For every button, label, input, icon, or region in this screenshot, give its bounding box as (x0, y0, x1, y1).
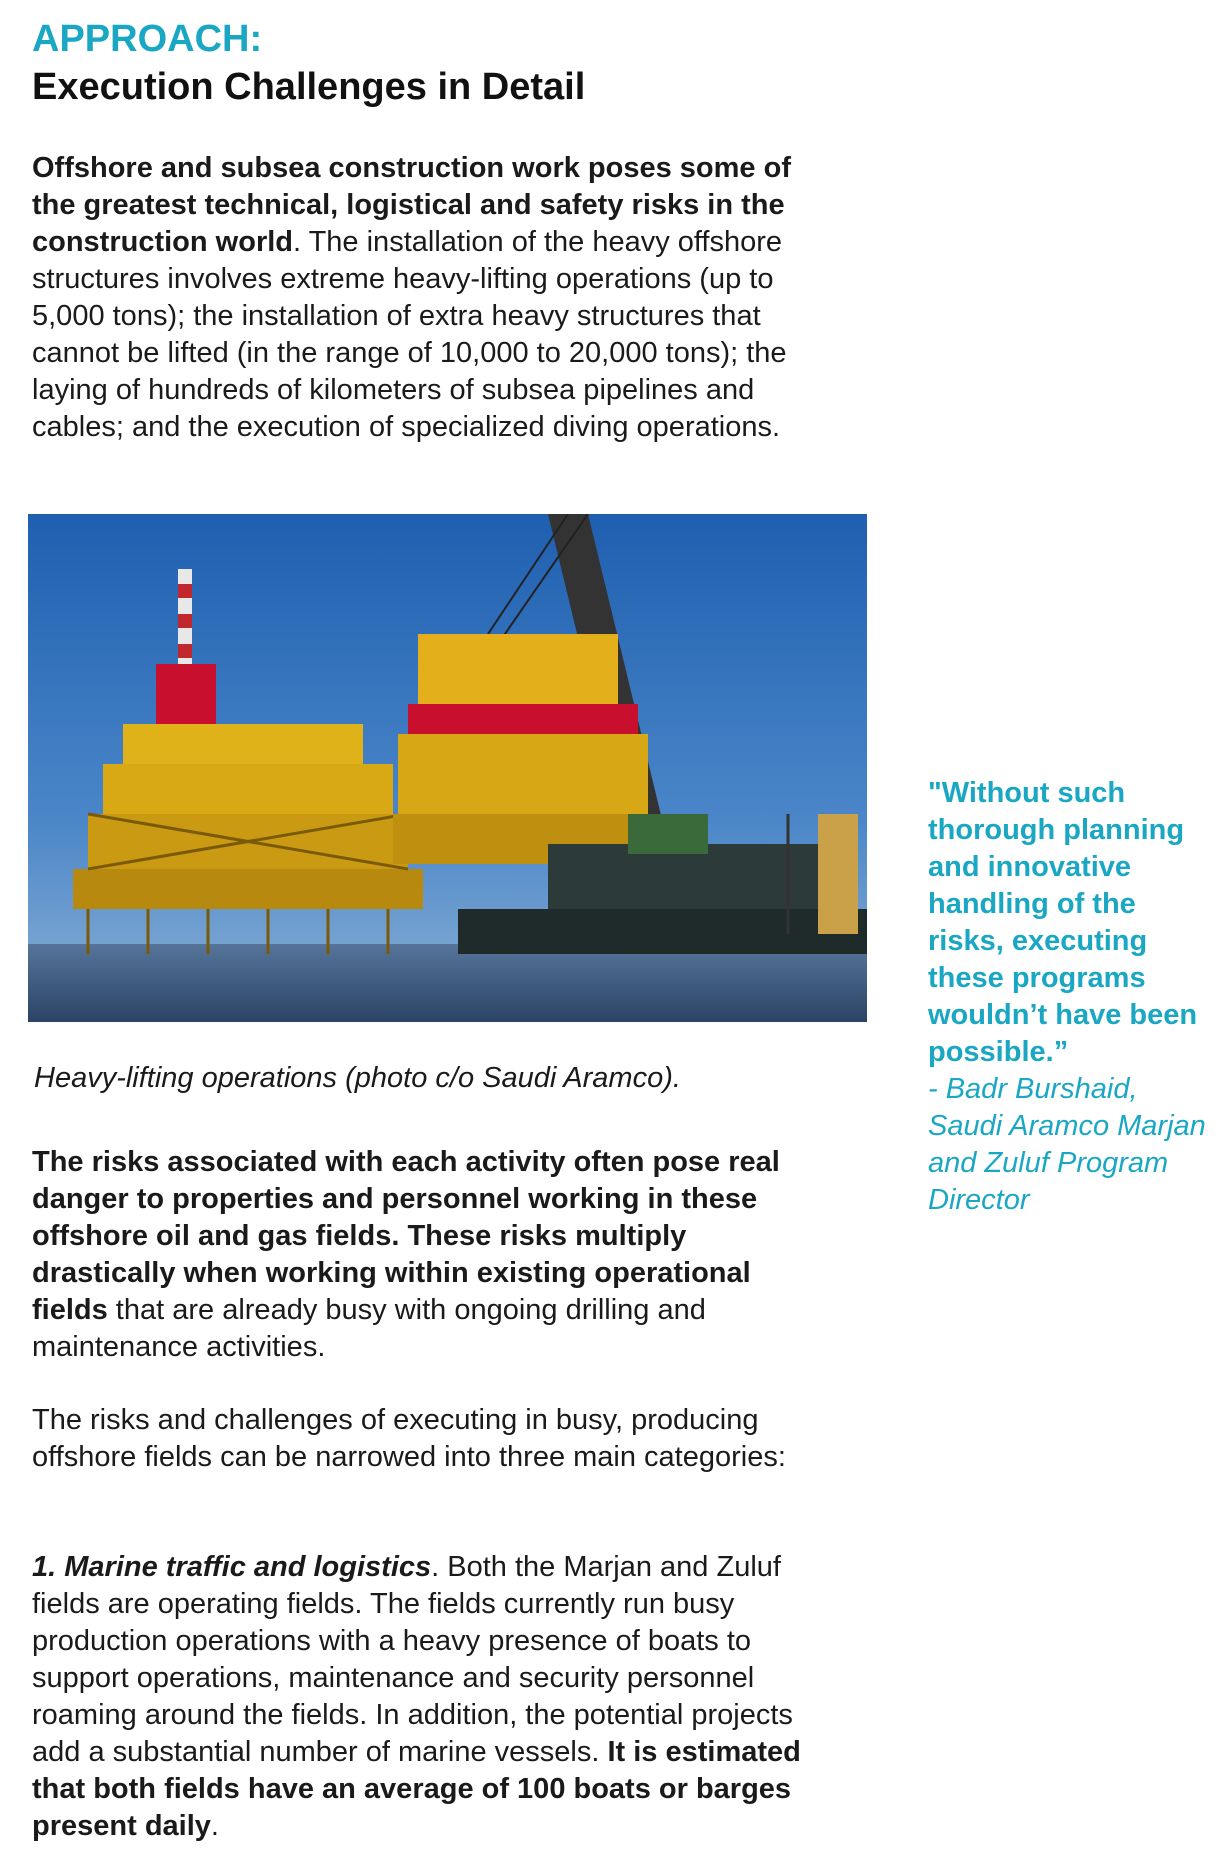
intro-lead-bold: Offshore and subsea construction work poses some of the greatest technical, logistical and safety risks in the construction world (32, 152, 791, 258)
page-title: Execution Challenges in Detail (32, 66, 586, 108)
categories-intro: The risks and challenges of executing in busy, producing offshore fields can be narrowed into three main categories: (32, 1404, 786, 1473)
marine-traffic-heading: 1. Marine traffic and logistics (32, 1551, 432, 1583)
pull-quote (928, 775, 1218, 1219)
marine-traffic-paragraph (32, 1549, 832, 1845)
marine-traffic-bold-end: It is estimated that both fields have an average of 100 boats or barges present daily (32, 1736, 801, 1842)
pull-quote-attribution: - Badr Burshaid, Saudi Aramco Marjan and Zuluf Program Director (928, 1073, 1206, 1216)
intro-rest: . The installation of the heavy offshore structures involves extreme heavy-lifting operations (up to 5,000 tons); the installation of extra heavy structures that cannot be lifted (in the range of 10,000 to 20,000 tons); the laying of hundreds of kilometers of subsea pipelines and cables; and the execution of specialized diving operations. (32, 226, 787, 443)
heavy-lift-illustration (28, 514, 867, 1022)
risks-rest: that are already busy with ongoing drilling and maintenance activities. (32, 1294, 706, 1363)
photo-caption: Heavy-lifting operations (photo c/o Saudi Aramco). (34, 1062, 681, 1094)
section-kicker: APPROACH: (32, 18, 263, 60)
intro-paragraph (32, 150, 832, 446)
marine-traffic-body: . Both the Marjan and Zuluf fields are operating fields. The fields currently run busy production operations with a heavy presence of boats to support operations, maintenance and security personnel roaming around the fields. In addition, the potential projects add a substantial number of marine vessels. (32, 1551, 793, 1768)
risks-paragraph (32, 1144, 832, 1366)
marine-traffic-end: . (210, 1810, 219, 1842)
pull-quote-text: "Without such thorough planning and innovative handling of the risks, executing these programs wouldn’t have been possible.” (928, 777, 1198, 1068)
offshore-platform-photo (28, 514, 867, 1022)
risks-bold: The risks associated with each activity often pose real danger to properties and personnel working in these offshore oil and gas fields. These risks multiply drastically when working within existing operational fields (32, 1146, 780, 1326)
